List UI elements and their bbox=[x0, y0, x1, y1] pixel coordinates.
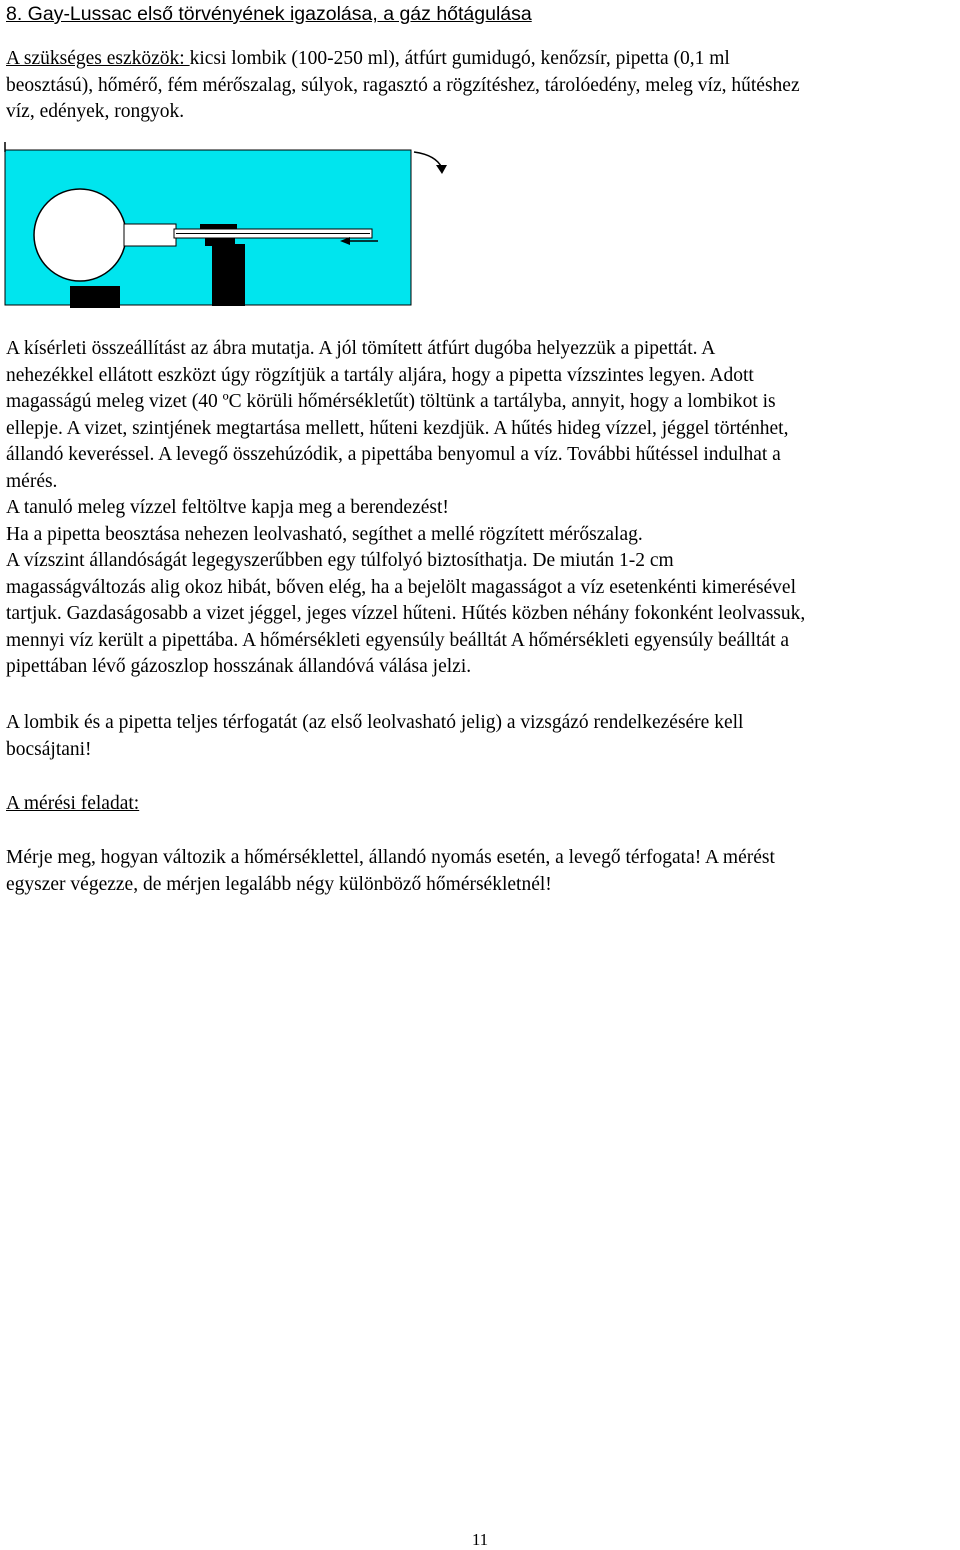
text-line: magasságváltozás alig okoz hibát, bőven elég, ha a bejelölt magasságot a víz esetenkénti kimerésével bbox=[6, 576, 797, 598]
weight-block bbox=[212, 244, 245, 306]
stopper-top bbox=[200, 224, 237, 229]
text-line: állandó keveréssel. A levegő összehúzódik, a pipettába benyomul a víz. További hűtéssel indulhat a bbox=[6, 444, 781, 465]
text-line: magasságú meleg vizet (40 ºC körüli hőmérsékletűt) töltünk a tartályba, annyit, hogy a lombikot is bbox=[6, 391, 776, 412]
text-line: A tanuló meleg vízzel feltöltve kapja meg a berendezést! bbox=[6, 497, 449, 518]
section-title: 8. Gay-Lussac első törvényének igazolása, a gáz hőtágulása bbox=[6, 3, 532, 25]
text-line: A kísérleti összeállítást az ábra mutatja. A jól tömített átfúrt dugóba helyezzük a pipettát. A bbox=[6, 338, 716, 359]
text-line: egyszer végezze, de mérjen legalább négy különböző hőmérsékletnél! bbox=[6, 873, 552, 895]
task-heading-text: A mérési feladat: bbox=[6, 793, 140, 814]
flask-stand bbox=[70, 286, 120, 308]
text-line: nehezékkel ellátott eszközt úgy rögzítjük a tartály aljára, hogy a pipetta vízszintes legyen. Adott bbox=[6, 364, 754, 386]
text-line: mennyi víz került a pipettába. A hőmérsékleti egyensúly beálltát A hőmérsékleti egyensúly beálltát a bbox=[6, 629, 790, 651]
equipment-label: A szükséges eszközök: bbox=[6, 48, 190, 69]
text-line: tartjuk. Gazdaságosabb a vizet jéggel, jeges vízzel hűteni. Hűtés közben néhány fokonként leolvassuk, bbox=[6, 603, 806, 624]
equipment-line: beosztású), hőmérő, fém mérőszalag, súlyok, ragasztó a rögzítéshez, tárolóedény, meleg víz, hűtéshez bbox=[6, 74, 800, 96]
flask-bulb bbox=[34, 189, 126, 281]
flask-neck bbox=[124, 224, 176, 246]
text-line: bocsájtani! bbox=[6, 738, 92, 760]
text-line: A lombik és a pipetta teljes térfogatát (az első leolvasható jelig) a vizsgázó rendelkezésére kell bbox=[6, 712, 744, 733]
text-line: pipettában lévő gázoszlop hosszának állandóvá válása jelzi. bbox=[6, 656, 472, 677]
experiment-diagram bbox=[0, 138, 460, 310]
text-line: mérés. bbox=[6, 470, 58, 492]
equipment-paragraph bbox=[6, 46, 956, 126]
text-line: A vízszint állandóságát legegyszerűbben egy túlfolyó biztosíthatja. De miután 1-2 cm bbox=[6, 550, 674, 571]
equipment-line: A szükséges eszközök: kicsi lombik (100-250 ml), átfúrt gumidugó, kenőzsír, pipetta (0,1 ml bbox=[6, 48, 730, 69]
text-line: Ha a pipetta beosztása nehezen leolvasható, segíthet a mellé rögzített mérőszalag. bbox=[6, 523, 643, 545]
text-line: ellepje. A vizet, szintjének megtartása mellett, hűteni kezdjük. A hűtés hideg vízzel, jéggel történhet, bbox=[6, 417, 789, 439]
task-paragraph bbox=[6, 845, 956, 898]
note-paragraph bbox=[6, 710, 956, 763]
equipment-line: víz, edények, rongyok. bbox=[6, 101, 185, 122]
text-line: Mérje meg, hogyan változik a hőmérséklettel, állandó nyomás esetén, a levegő térfogata! A mérést bbox=[6, 847, 775, 868]
task-heading bbox=[6, 791, 956, 818]
description-paragraph bbox=[6, 336, 956, 681]
page-number: 11 bbox=[471, 1530, 489, 1549]
overflow-arrow-head bbox=[436, 165, 447, 174]
